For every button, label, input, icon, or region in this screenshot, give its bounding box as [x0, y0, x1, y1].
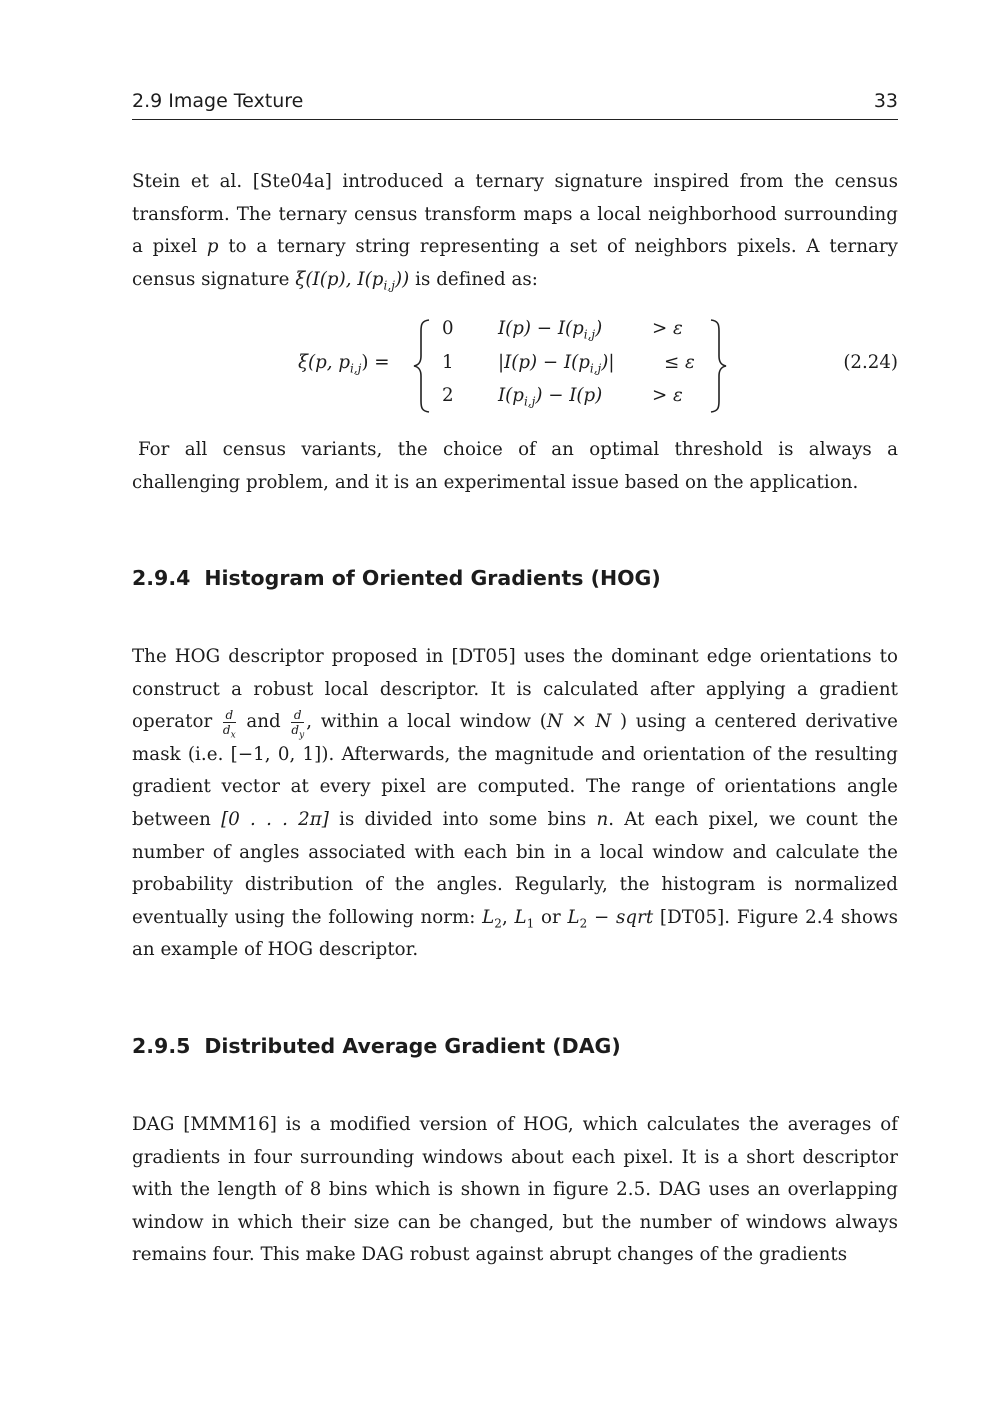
left-brace [412, 318, 432, 414]
running-header [132, 87, 898, 120]
paragraph-threshold: For all census variants, the choice of an optimal threshold is always a challenging problem, and it is an experimental issue based on the application. [132, 439, 898, 493]
paragraph-dag: DAG [MMM16] is a modified version of HOG, which calculates the averages of gradients in four surrounding windows about each pixel. It is a short descriptor with the length of 8 bins which is shown in figure 2.5. DAG uses an overlapping window in which their size can be changed, but the number of windows always remains four. This make DAG robust against abrupt changes of the gradients [132, 1114, 898, 1266]
section-heading-dag: 2.9.5 Distributed Average Gradient (DAG) [132, 1034, 621, 1058]
page-number: 33 [873, 90, 898, 112]
paragraph-ternary-census: Stein et al. [Ste04a] introduced a ternary signature inspired from the census transform. The ternary census transform maps a local neighborhood surrounding a pixel p to a ternary string representing a set of neighbors pixels. A ternary census signature ξ(I(p), $I(p_{i,j})$) is defined as: [132, 171, 898, 293]
census-signature-expr: ξ(I(p), $I(p_{i,j})$) [295, 268, 410, 293]
section-heading-hog: 2.9.4 Histogram of Oriented Gradients (HOG) [132, 566, 661, 590]
paragraph-hog: The HOG descriptor proposed in [DT05] uses the dominant edge orientations to construct a robust local descriptor. It is calculated after applying a gradient operator $\frac{d}{d_x}$ and $\frac{d}{d_y}$ , within a local window (N × N ) using a centered derivative mask (i.e. [−1, 0, 1]). Afterwards, the magnitude and orientation of the resulting gradient vector at every pixel are computed. The range of orientations angle between [0 . . . 2π] is divided into some bins n. At each pixel, we count the number of angles associated with each bin in a local window and calculate the probability distribution of the angles. Regularly, the histogram is normalized eventually using the following norm: $L_2$, $L_1$ or $L_2$ − sqrt [DT05]. Figure 2.4 shows an example of HOG descriptor. [132, 646, 899, 961]
equation-lhs: ξ(p, $p_{i,j}$) = [298, 352, 390, 376]
fraction-d-dy: $\frac{d}{d_y}$ [291, 707, 305, 741]
equation-2-24: ξ(p, $p_{i,j}$) = 0 $I(p) - I(p_{i,j})$ > ε 1 $|I(p) - I(p_{i,j})|$ ≤ ε 2 $I(p_{i,j}) - I(p)$ > ε (2.24) [132, 318, 898, 414]
fraction-d-dx: $\frac{d}{d_x}$ [222, 707, 236, 741]
equation-number: (2.24) [843, 352, 898, 373]
right-brace [708, 318, 728, 414]
header-section-title: 2.9 Image Texture [132, 90, 304, 112]
